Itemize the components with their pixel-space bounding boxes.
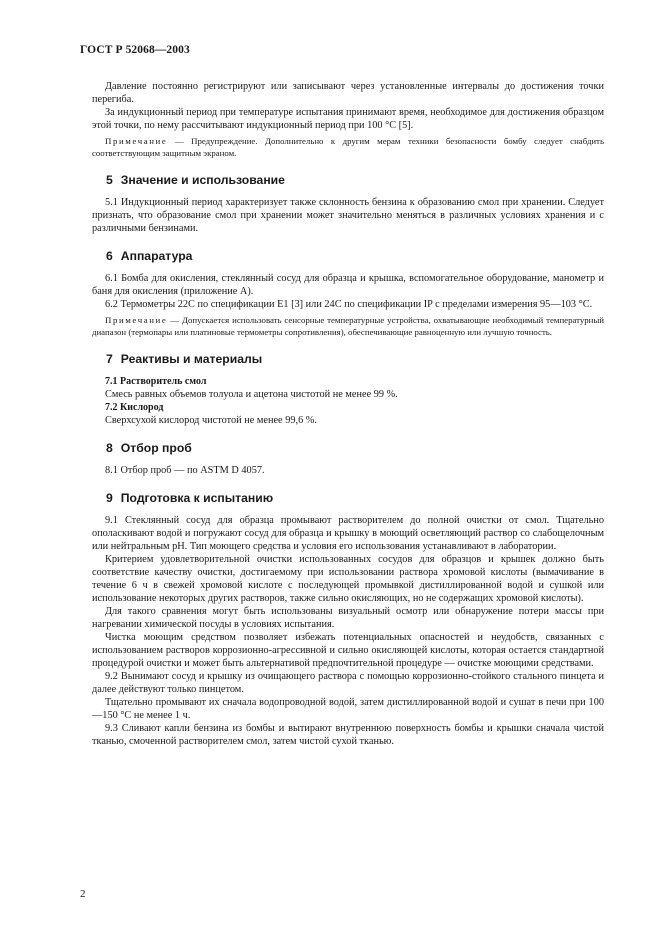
- section-number: 5: [106, 173, 113, 187]
- note-text: — Предупреждение. Дополнительно к другим мерам техники безопасности бомбу следует снабдить соответствующим защитным экраном.: [92, 136, 604, 158]
- paragraph: Давление постоянно регистрируют или записывают через установленные интервалы до достижения точки перегиба.: [92, 81, 604, 105]
- section-title: Значение и использование: [120, 173, 285, 187]
- document-header: ГОСТ Р 52068—2003: [80, 44, 190, 56]
- section-title: Реактивы и материалы: [120, 352, 263, 366]
- note-label: Примечание: [105, 315, 168, 325]
- section-title: Аппаратура: [120, 249, 193, 263]
- section-heading: [106, 441, 604, 455]
- note-text: — Допускается использовать сенсорные температурные устройства, охватывающие необходимый температурный диапазон (термопары или платиновые термометры сопротивления), обеспечивающие равноценную или лучшую точность.: [92, 315, 604, 337]
- section-title: Отбор проб: [120, 441, 192, 455]
- paragraph: 5.1 Индукционный период характеризует также склонность бензина к образованию смол при хранении. Следует признать, что образование смол при хранении может значительно меняться в различных условиях хранения и с различными бензинами.: [92, 197, 604, 234]
- section-heading: [106, 491, 604, 505]
- section-number: 6: [106, 249, 113, 263]
- paragraph: Чистка моющим средством позволяет избежать потенциальных опасностей и неудобств, связанных с использованием растворов коррозионно-агрессивной и сильно окисляющей кислоты, которая остается стандартной процедурой очистки и может быть альтернативой предпочтительной процедуре — очистке моющими средствами.: [92, 632, 604, 669]
- paragraph: 9.1 Стеклянный сосуд для образца промывают растворителем до полной очистки от смол. Тщательно ополаскивают водой и погружают сосуд для образца и крышку в моющий осветляющий раствор со слабощелочным или нейтральным рН. Тип моющего средства и условия его использования устанавливают в лаборатории.: [92, 515, 604, 552]
- section-heading: [106, 173, 604, 187]
- section-number: 9: [106, 491, 113, 505]
- subsection-heading: 7.2 Кислород: [105, 402, 164, 413]
- paragraph: Смесь равных объемов толуола и ацетона чистотой не менее 99 %.: [105, 389, 398, 400]
- paragraph: Тщательно промывают их сначала водопроводной водой, затем дистиллированной водой и сушат в печи при 100—150 °С не менее 1 ч.: [92, 697, 604, 721]
- paragraph: Критерием удовлетворительной очистки использованных сосудов для образцов и крышек должно быть соответствие качеству очистки, достигаемому при использовании раствора хромовой кислоты (вымачивание в течение 6 ч в свежей хромовой кислоте с последующей промывкой дистиллированной водой и сушкой или использование некоторых других растворов, также сильно окисляющих, но не содержащих хромовой кислоты).: [92, 554, 604, 604]
- section-title: Подготовка к испытанию: [120, 491, 274, 505]
- section-heading: [106, 249, 604, 263]
- paragraph: За индукционный период при температуре испытания принимают время, необходимое для достижения образцом этой точки, по нему рассчитывают индукционный период при 100 °С [5].: [92, 107, 604, 131]
- page-number: 2: [80, 888, 86, 900]
- paragraph: 6.2 Термометры 22С по спецификации Е1 [3] или 24С по спецификации IP с пределами измерения 95—103 °С.: [105, 299, 593, 310]
- subsection-heading: 7.1 Растворитель смол: [105, 376, 207, 387]
- note: [92, 315, 604, 338]
- paragraph: Сверхсухой кислород чистотой не менее 99,6 %.: [105, 415, 317, 426]
- paragraph: 6.1 Бомба для окисления, стеклянный сосуд для образца и крышка, вспомогательное оборудование, манометр и баня для окисления (приложение А).: [92, 273, 604, 297]
- section-number: 7: [106, 352, 113, 366]
- section-number: 8: [106, 441, 113, 455]
- document-body: [92, 80, 604, 748]
- paragraph: Для такого сравнения могут быть использованы визуальный осмотр или обнаружение потери массы при нагревании химической посуды в условиях испытания.: [92, 606, 604, 630]
- paragraph: 9.2 Вынимают сосуд и крышку из очищающего раствора с помощью коррозионно-стойкого стального пинцета и далее действуют только пинцетом.: [92, 671, 604, 695]
- paragraph: 9.3 Сливают капли бензина из бомбы и вытирают внутреннюю поверхность бомбы и крышки сначала чистой тканью, смоченной растворителем смол, затем чистой сухой тканью.: [92, 723, 604, 747]
- note-label: Примечание: [105, 136, 168, 146]
- paragraph: 8.1 Отбор проб — по ASTM D 4057.: [105, 465, 265, 476]
- section-heading: [106, 352, 604, 366]
- note: [92, 136, 604, 159]
